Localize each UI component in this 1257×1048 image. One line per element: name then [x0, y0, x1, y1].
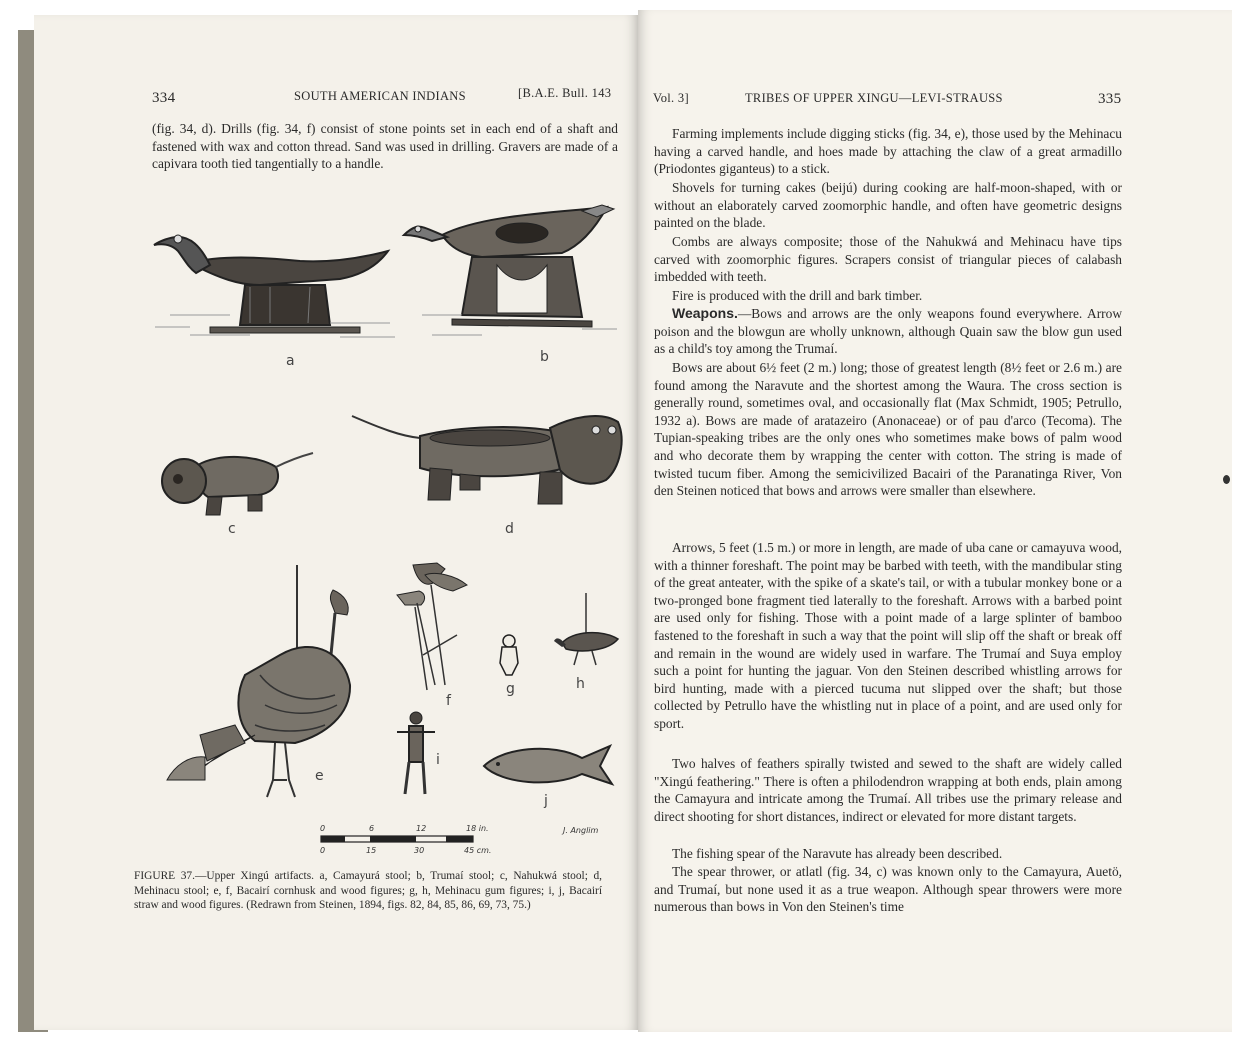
figure-caption: FIGURE 37.—Upper Xingú artifacts. a, Camayurá stool; b, Trumaí stool; c, Nahukwá stool; d, Mehinacu stool; e, f, Bacairí cornhusk and wood figures; g, h, Mehinacu gum figures; i, j, Bacairí straw and wood figures. (Redrawn from Steinen, 1894, figs. 82, 84, 85, 86, 69, 73, 75.) — [134, 870, 602, 912]
figure-label-j: j — [544, 793, 548, 809]
figure-label-e: e — [315, 768, 324, 784]
paragraph-spear-thrower: The spear thrower, or atlatl (fig. 34, c) was known only to the Camayura, Auetö, and Trumaí, but none used it as a true weapon. Although spear throwers were more numerous than bows in Von den Steinen's time — [654, 864, 1122, 915]
paragraph-fire: Fire is produced with the drill and bark timber. — [672, 288, 923, 303]
figure-label-f: f — [446, 693, 451, 709]
scale-bar — [320, 833, 480, 847]
scale-inch-18: 18 in. — [466, 824, 489, 833]
left-bulletin-ref: [B.A.E. Bull. 143 — [518, 86, 612, 100]
right-volume-ref: Vol. 3] — [653, 91, 689, 105]
paragraph-weapons — [654, 305, 1122, 358]
weapons-text: —Bows and arrows are the only weapons found everywhere. Arrow poison and the blowgun are wholly unknown, although Quain saw the blow gun used as a child's toy among the Trumaí. — [654, 306, 1122, 357]
scale-inch-12: 12 — [416, 824, 427, 833]
figure-label-h: h — [576, 676, 585, 692]
left-page-number: 334 — [152, 90, 176, 106]
paragraph-shovels: Shovels for turning cakes (beijú) during cooking are half-moon-shaped, with or without an elaborately carved zoomorphic handle, and often have geometric designs painted on the blade. — [654, 180, 1122, 231]
page-edge-mark — [1223, 475, 1230, 484]
paragraph-combs: Combs are always composite; those of the Nahukwá and Mehinacu have tips carved with zoomorphic figures. Scrapers consist of triangular pieces of calabash imbedded with teeth. — [654, 234, 1122, 285]
left-intro-paragraph: (fig. 34, d). Drills (fig. 34, f) consist of stone points set in each end of a shaft and fastened with wax and cotton thread. Sand was used in drilling. Gravers are made of a capivara tooth tied tangentially to a handle. — [152, 121, 618, 172]
figure-b-trumai-stool — [402, 205, 622, 345]
paragraph-arrows: Arrows, 5 feet (1.5 m.) or more in length, are made of uba cane or camayuva wood, with a thinner foreshaft. The point may be barbed with teeth, with the mandibular sting of the great anteater, with the spike of a skate's tail, or with a tubular monkey bone or a two-pronged bone fragment tied laterally to the foreshaft. Arrows with a barbed point are used only for fishing. Those with a point made of a large splinter of bamboo fastened to the foreshaft in such a way that the point will slip off the shaft or break off and remain in the wound are widely used in warfare. The Trumaí and Suya employ such a point for hunting the jaguar. Von den Steinen described whistling arrows for bird hunting, made with a pierced tucuma nut slipped over the shaft; but those collected by Petrullo have the whistling nut in place of a point, and are used only for sport. — [654, 540, 1122, 731]
figure-label-a: a — [286, 353, 295, 369]
paragraph-fishing-spear: The fishing spear of the Naravute has already been described. — [672, 846, 1003, 861]
weapons-heading: Weapons. — [672, 305, 738, 321]
scale-cm-0: 0 — [320, 846, 326, 855]
scale-cm-45: 45 cm. — [464, 846, 492, 855]
right-running-title: TRIBES OF UPPER XINGU—LEVI-STRAUSS — [745, 91, 1003, 105]
scale-cm-15: 15 — [366, 846, 377, 855]
scale-cm-30: 30 — [414, 846, 425, 855]
figure-h-mehinacu-gum-bird — [552, 593, 620, 673]
figure-j-bacairi-wood-fish — [482, 740, 617, 790]
figure-label-b: b — [540, 349, 549, 365]
figure-c-nahukwa-stool — [158, 445, 318, 525]
paragraph-feathering: Two halves of feathers spirally twisted and sewed to the shaft are widely called "Xingú feathering." There is often a philodendron wrapping at both ends, plain among the Camayura and intricate among the Trumaí. All tribes use the primary release and direct shooting for short distances, indirect or elevated for more distant targets. — [654, 756, 1122, 824]
left-running-title: SOUTH AMERICAN INDIANS — [294, 89, 466, 103]
figure-i-bacairi-straw-figure — [395, 710, 437, 798]
figure-label-i: i — [436, 752, 440, 768]
right-page-number: 335 — [1098, 91, 1122, 107]
figure-label-c: c — [228, 521, 236, 537]
paragraph-bows: Bows are about 6½ feet (2 m.) long; those of greatest length (8½ feet or 2.6 m.) are found among the Naravute and the shortest among the Waura. The cross section is generally round, sometimes oval, and occasionally flat (Max Schmidt, 1905; Petrullo, 1932 a). Bows are made of aratazeiro (Anonaceae) or of pau d'arco (Tecoma). The Tupian-speaking tribes are the only ones who sometimes make bows of palm wood and who decorate them by wrapping the center with cotton. The string is made of twisted tucum fiber. Among the semicivilized Bacairi of the Paranatinga River, Von den Steinen noticed that bows and arrows were smaller than elsewhere. — [654, 360, 1122, 499]
figure-g-mehinacu-gum-figure — [496, 633, 522, 677]
figure-d-mehinacu-stool — [350, 408, 630, 518]
artist-signature: J. Anglim — [563, 826, 599, 835]
figure-label-g: g — [506, 681, 515, 697]
paragraph-farming: Farming implements include digging sticks (fig. 34, e), those used by the Mehinacu having a carved handle, and hoes made by attaching the claw of a great armadillo (Priodontes giganteus) to a stick. — [654, 126, 1122, 177]
scale-inch-6: 6 — [369, 824, 375, 833]
scale-inch-0: 0 — [320, 824, 326, 833]
figure-a-camayura-stool — [150, 215, 400, 345]
figure-f-bacairi-wood-figures — [395, 555, 475, 695]
figure-e-bacairi-cornhusk-figure — [165, 565, 370, 805]
figure-label-d: d — [505, 521, 514, 537]
